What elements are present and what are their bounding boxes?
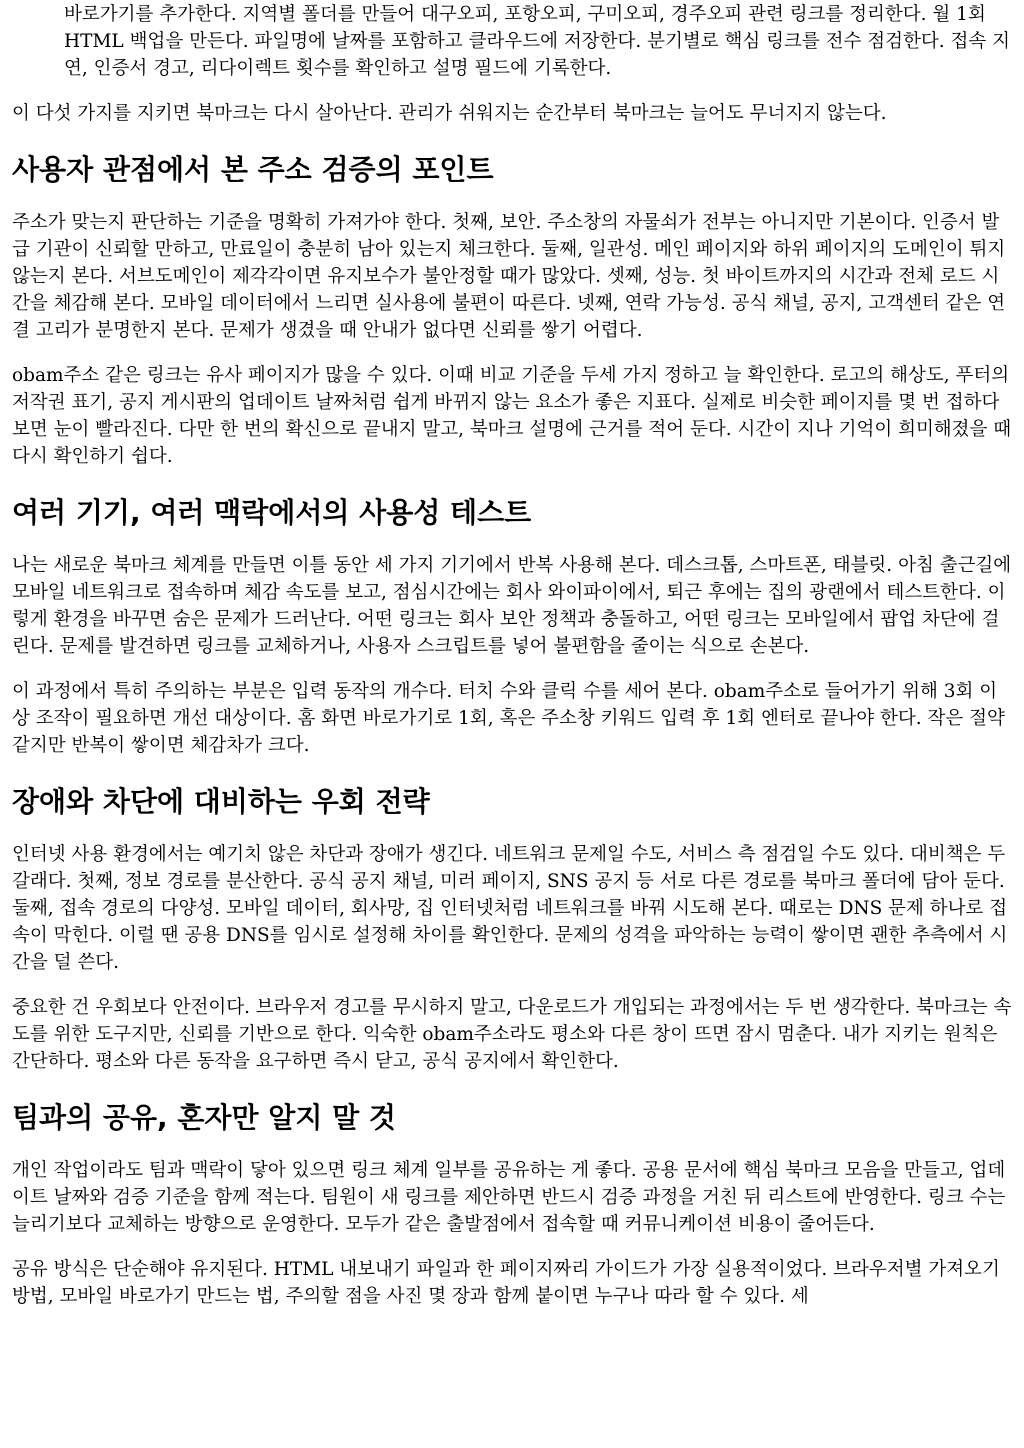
paragraph: obam주소 같은 링크는 유사 페이지가 많을 수 있다. 이때 비교 기준을 두세 가지 정하고 늘 확인한다. 로고의 해상도, 푸터의 저작권 표기, 공지 게시판의 업데이트 날짜처럼 쉽게 바뀌지 않는 요소가 좋은 지표다. 실제로 비슷한 페이지를 몇 번 접하다 보면 눈이 빨라진다. 다만 한 번의 확신으로 끝내지 말고, 북마크 설명에 근거를 적어 둔다. 시간이 지나 기억이 희미해졌을 때 다시 확인하기 쉽다. bbox=[12, 365, 1012, 467]
paragraph: 개인 작업이라도 팀과 맥락이 닿아 있으면 링크 체계 일부를 공유하는 게 좋다. 공용 문서에 핵심 북마크 모음을 만들고, 업데이트 날짜와 검증 기준을 함께 적는다. 팀원이 새 링크를 제안하면 반드시 검증 과정을 거친 뒤 리스트에 반영한다. 링크 수는 늘리기보다 교체하는 방향으로 운영한다. 모두가 같은 출발점에서 접속할 때 커뮤니케이션 비용이 줄어든다. bbox=[12, 1160, 1006, 1235]
section-heading-bypass-strategy: 장애와 차단에 대비하는 우회 전략 bbox=[12, 785, 430, 818]
paragraph: 공유 방식은 단순해야 유지된다. HTML 내보내기 파일과 한 페이지짜리 가이드가 가장 실용적이었다. 브라우저별 가져오기 방법, 모바일 바로가기 만드는 법, 주의할 점을 사진 몇 장과 함께 붙이면 누구나 따라 할 수 있다. 세 bbox=[12, 1259, 1000, 1307]
article bbox=[12, 0, 1012, 1310]
section-heading-usability-test: 여러 기기, 여러 맥락에서의 사용성 테스트 bbox=[12, 496, 532, 529]
list-item-continuation: 바로가기를 추가한다. 지역별 폴더를 만들어 대구오피, 포항오피, 구미오피, 경주오피 관련 링크를 정리한다. 월 1회 HTML 백업을 만든다. 파일명에 날짜를 포함하고 클라우드에 저장한다. 분기별로 핵심 링크를 전수 점검한다. 접속 지연, 인증서 경고, 리다이렉트 횟수를 확인하고 설명 필드에 기록한다. bbox=[64, 4, 1010, 79]
paragraph: 이 과정에서 특히 주의하는 부분은 입력 동작의 개수다. 터치 수와 클릭 수를 세어 본다. obam주소로 들어가기 위해 3회 이상 조작이 필요하면 개선 대상이다. 홈 화면 바로가기로 1회, 혹은 주소창 키워드 입력 후 1회 엔터로 끝나야 한다. 작은 절약 같지만 반복이 쌓이면 체감차가 크다. bbox=[12, 681, 1005, 756]
paragraph: 중요한 건 우회보다 안전이다. 브라우저 경고를 무시하지 말고, 다운로드가 개입되는 과정에서는 두 번 생각한다. 북마크는 속도를 위한 도구지만, 신뢰를 기반으로 한다. 익숙한 obam주소라도 평소와 다른 창이 뜨면 잠시 멈춘다. 내가 지키는 원칙은 간단하다. 평소와 다른 동작을 요구하면 즉시 닫고, 공식 공지에서 확인한다. bbox=[12, 997, 1012, 1072]
paragraph: 나는 새로운 북마크 체계를 만들면 이틀 동안 세 가지 기기에서 반복 사용해 본다. 데스크톱, 스마트폰, 태블릿. 아침 출근길에 모바일 네트워크로 접속하며 체감 속도를 보고, 점심시간에는 회사 와이파이에서, 퇴근 후에는 집의 광랜에서 테스트한다. 이렇게 환경을 바꾸면 숨은 문제가 드러난다. 어떤 링크는 회사 보안 정책과 충돌하고, 어떤 링크는 모바일에서 팝업 차단에 걸린다. 문제를 발견하면 링크를 교체하거나, 사용자 스크립트를 넣어 불편함을 줄이는 식으로 손본다. bbox=[12, 555, 1012, 657]
section-heading-team-sharing: 팀과의 공유, 혼자만 알지 말 것 bbox=[12, 1101, 396, 1134]
paragraph: 인터넷 사용 환경에서는 예기치 않은 차단과 장애가 생긴다. 네트워크 문제일 수도, 서비스 측 점검일 수도 있다. 대비책은 두 갈래다. 첫째, 정보 경로를 분산한다. 공식 공지 채널, 미러 페이지, SNS 공지 등 서로 다른 경로를 북마크 폴더에 담아 둔다. 둘째, 접속 경로의 다양성. 모바일 데이터, 회사망, 집 인터넷처럼 네트워크를 바꿔 시도해 본다. 때로는 DNS 문제 하나로 접속이 막힌다. 이럴 땐 공용 DNS를 임시로 설정해 차이를 확인한다. 문제의 성격을 파악하는 능력이 쌓이면 괜한 추측에서 시간을 덜 쓴다. bbox=[12, 844, 1008, 973]
paragraph: 주소가 맞는지 판단하는 기준을 명확히 가져가야 한다. 첫째, 보안. 주소창의 자물쇠가 전부는 아니지만 기본이다. 인증서 발급 기관이 신뢰할 만하고, 만료일이 충분히 남아 있는지 체크한다. 둘째, 일관성. 메인 페이지와 하위 페이지의 도메인이 튀지 않는지 본다. 서브도메인이 제각각이면 유지보수가 불안정할 때가 많았다. 셋째, 성능. 첫 바이트까지의 시간과 전체 로드 시간을 체감해 본다. 모바일 데이터에서 느리면 실사용에 불편이 따른다. 넷째, 연락 가능성. 공식 채널, 공지, 고객센터 같은 연결 고리가 분명한지 본다. 문제가 생겼을 때 안내가 없다면 신뢰를 쌓기 어렵다. bbox=[12, 212, 1006, 341]
intro-closing-paragraph: 이 다섯 가지를 지키면 북마크는 다시 살아난다. 관리가 쉬워지는 순간부터 북마크는 늘어도 무너지지 않는다. bbox=[12, 103, 887, 124]
section-heading-address-verification: 사용자 관점에서 본 주소 검증의 포인트 bbox=[12, 153, 494, 186]
